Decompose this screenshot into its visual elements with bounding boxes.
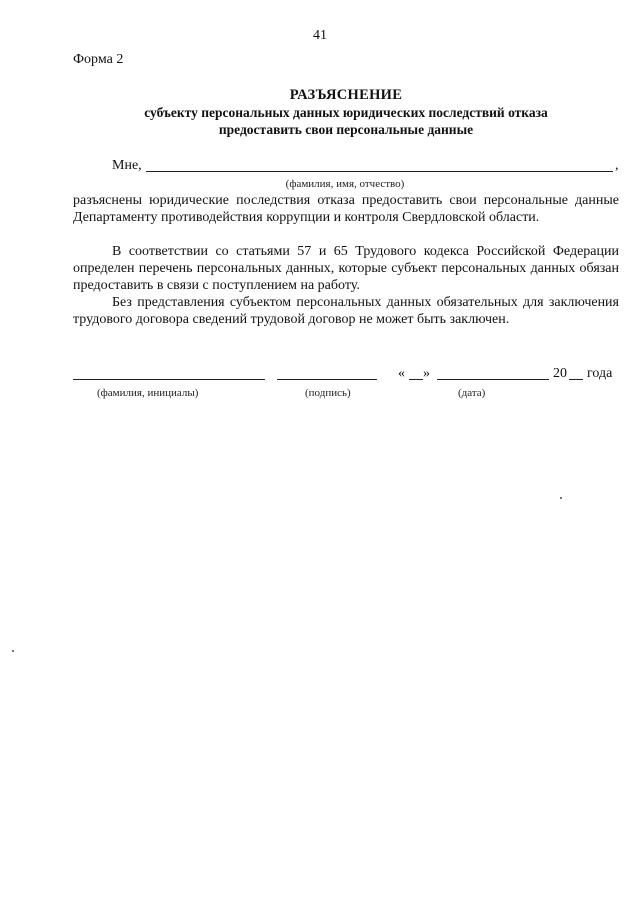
full-name-caption: (фамилия, имя, отчество) (285, 178, 405, 190)
form-label: Форма 2 (73, 52, 124, 67)
full-name-blank-line[interactable] (146, 171, 613, 172)
date-open-quote: « (398, 366, 405, 381)
year-blank-line[interactable] (569, 379, 583, 380)
mne-comma: , (615, 158, 619, 173)
document-title: РАЗЪЯСНЕНИЕ (289, 87, 403, 103)
mne-label: Мне, (112, 158, 142, 173)
document-subtitle-line-2: предоставить свои персональные данные (218, 122, 474, 137)
date-month-blank-line[interactable] (437, 379, 549, 380)
scan-speck (12, 650, 14, 652)
year-prefix: 20 (553, 366, 567, 381)
signature-row (73, 366, 619, 384)
date-close-quote: » (423, 366, 430, 381)
year-word: года (587, 366, 613, 381)
title-block (73, 86, 619, 138)
paragraph-3: Без представления субъектом персональных данных обязательных для заключения трудового договора сведений трудовой договор не может быть заключен. (73, 295, 619, 327)
signature-caption: (подпись) (305, 387, 351, 399)
full-name-row (112, 158, 622, 176)
date-caption: (дата) (458, 387, 486, 399)
paragraph-1: разъяснены юридические последствия отказа предоставить свои персональные данные Департаменту противодействия коррупции и контроля Свердловской области. (73, 193, 619, 225)
page-number: 41 (313, 28, 327, 43)
surname-initials-caption: (фамилия, инициалы) (97, 387, 199, 399)
surname-initials-blank-line[interactable] (73, 379, 265, 380)
date-day-blank-line[interactable] (409, 379, 423, 380)
signature-blank-line[interactable] (277, 379, 377, 380)
document-subtitle-line-1: субъекту персональных данных юридических последствий отказа (144, 105, 548, 120)
paragraph-2: В соответствии со статьями 57 и 65 Трудового кодекса Российской Федерации определен перечень персональных данных, которые субъект персональных данных обязан предоставить в связи с поступлением на работу. (73, 244, 619, 293)
scan-speck (560, 497, 562, 499)
